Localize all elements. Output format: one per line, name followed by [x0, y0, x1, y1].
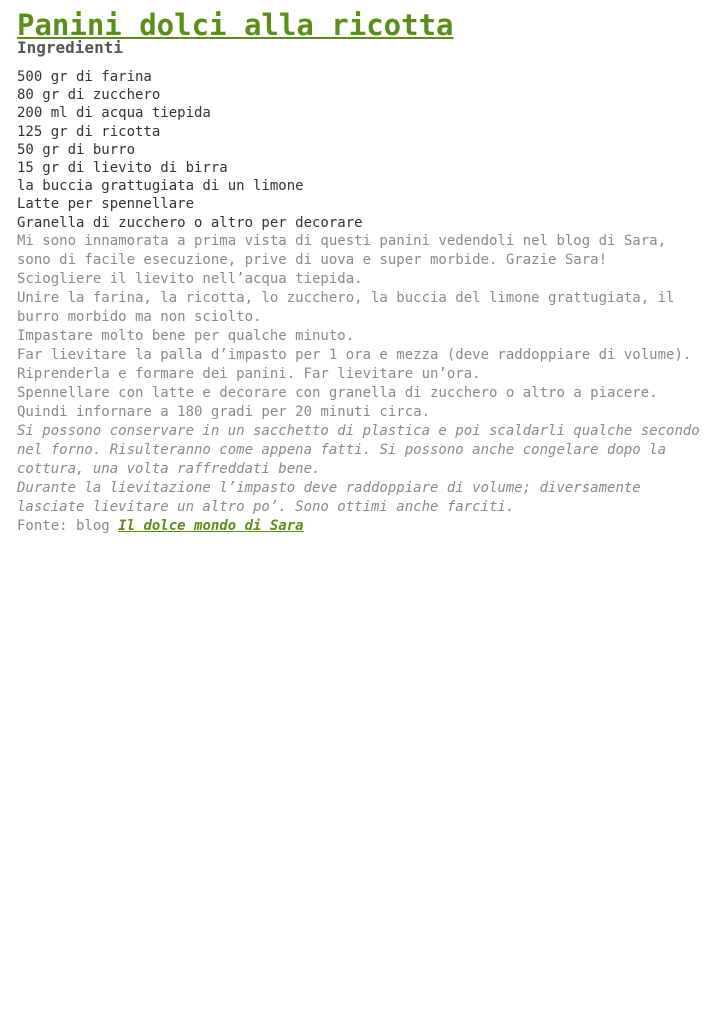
ingredient-item: 80 gr di zucchero: [17, 87, 161, 104]
ingredients-heading: Ingredienti: [17, 38, 123, 57]
ingredients-list: [17, 68, 708, 232]
ingredient-item: Granella di zucchero o altro per decorare: [17, 214, 363, 231]
ingredient-item: Latte per spennellare: [17, 196, 195, 213]
step-paragraph: Unire la farina, la ricotta, lo zucchero, la buccia del limone grattugiata, il burro morbido ma non sciolto.: [17, 289, 675, 325]
ingredient-item: 15 gr di lievito di birra: [17, 160, 228, 177]
note-paragraph: Durante la lievitazione l’impasto deve raddoppiare di volume; diversamente lasciate lievitare un altro po’. Sono ottimi anche farciti.: [17, 479, 641, 515]
ingredient-item: 200 ml di acqua tiepida: [17, 105, 211, 122]
step-paragraph: Spennellare con latte e decorare con granella di zucchero o altro a piacere.: [17, 384, 658, 401]
source-line: [17, 517, 708, 536]
step-paragraph: Riprenderla e formare dei panini. Far lievitare un’ora.: [17, 365, 481, 382]
ingredient-item: 125 gr di ricotta: [17, 123, 161, 140]
step-paragraph: Sciogliere il lievito nell’acqua tiepida.: [17, 270, 363, 287]
step-paragraph: Far lievitare la palla d’impasto per 1 ora e mezza (deve raddoppiare di volume).: [17, 346, 692, 363]
source-link[interactable]: Il dolce mondo di Sara: [118, 517, 304, 534]
step-paragraph: Impastare molto bene per qualche minuto.: [17, 327, 355, 344]
ingredient-item: 50 gr di burro: [17, 141, 136, 158]
note-paragraph: Si possono conservare in un sacchetto di plastica e poi scaldarli qualche secondo nel forno. Risulteranno come appena fatti. Si possono anche congelare dopo la cottura, una volta raffreddati bene.: [17, 422, 700, 477]
step-paragraph: Quindi infornare a 180 gradi per 20 minuti circa.: [17, 403, 431, 420]
ingredient-item: la buccia grattugiata di un limone: [17, 178, 304, 195]
ingredient-item: 500 gr di farina: [17, 69, 152, 85]
source-label: Fonte: blog: [17, 517, 110, 534]
intro-paragraph: Mi sono innamorata a prima vista di questi panini vedendoli nel blog di Sara, sono di facile esecuzione, prive di uova e super morbide. Grazie Sara!: [17, 232, 667, 268]
page-title[interactable]: Panini dolci alla ricotta: [17, 8, 454, 42]
